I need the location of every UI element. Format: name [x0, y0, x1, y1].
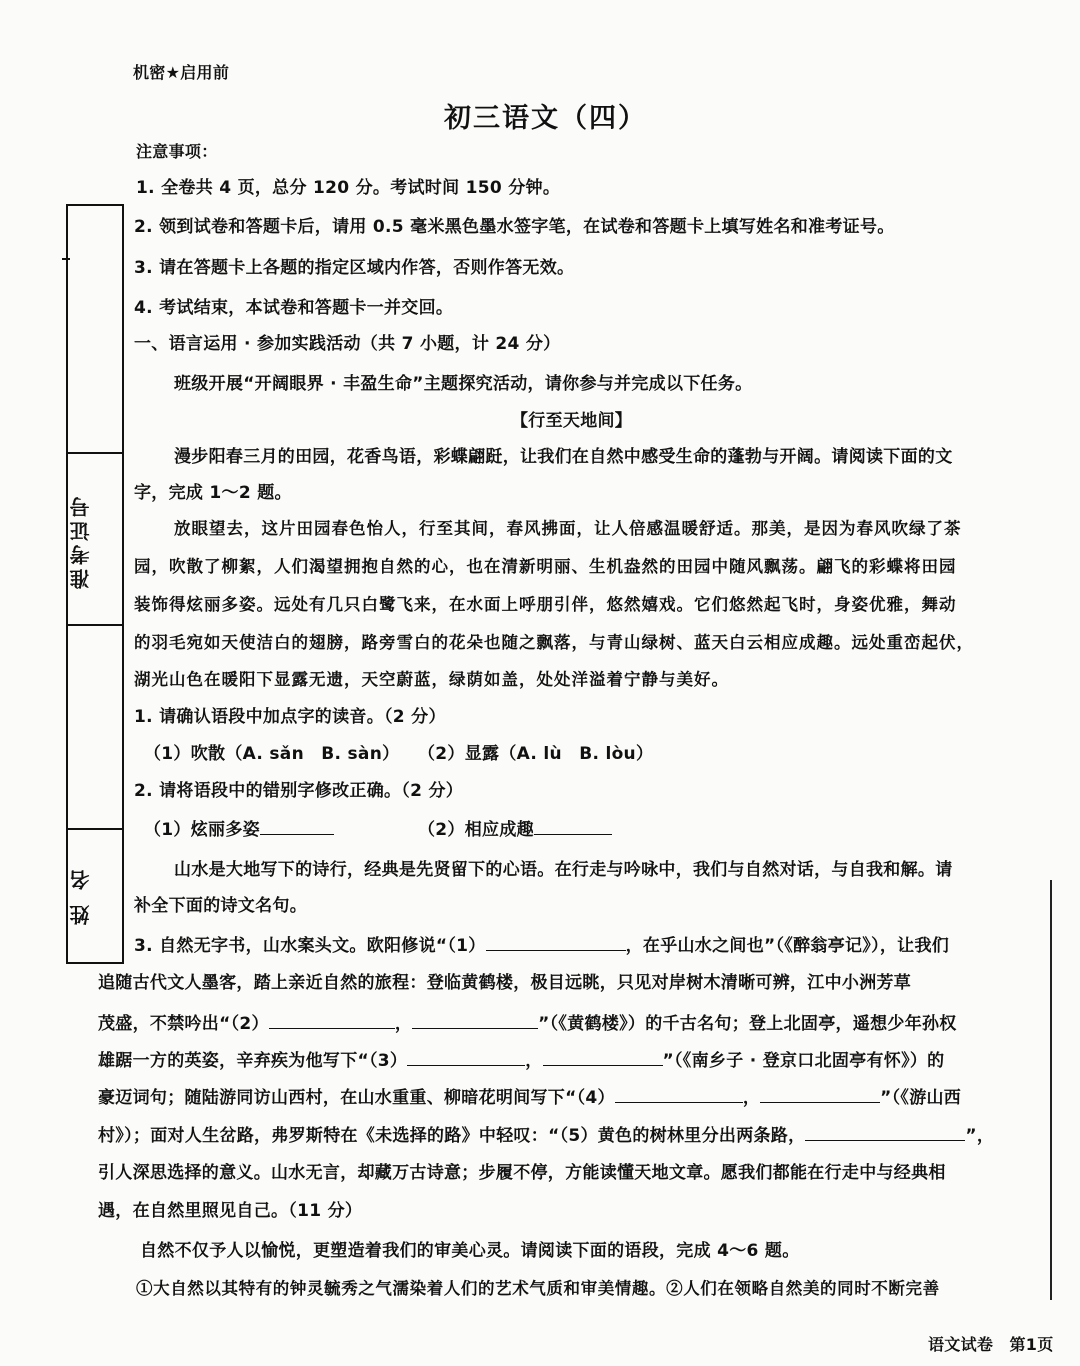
notice-heading: 注意事项：	[136, 142, 218, 161]
exam-number-label: 准考证号	[69, 493, 93, 589]
question-3-line: 引人深思选择的意义。山水无言，却藏万古诗意；步履不停，方能读懂天地文章。愿我们都能在行走中与经典相	[98, 1163, 946, 1183]
question-3-text: ，在乎山水之间也”（《醉翁亭记》），让我们	[625, 936, 950, 956]
paragraph-line: 漫步阳春三月的田园，花香鸟语，彩蝶翩跹，让我们在自然中感受生命的蓬勃与开阔。请阅读下面的文	[174, 447, 953, 467]
passage-line: 装饰得炫丽多姿。远处有几只白鹭飞来，在水面上呼朋引伴，悠然嬉戏。它们悠然起飞时，身姿优雅，舞动	[134, 595, 957, 614]
question-3-text: 村》）；面对人生岔路，弗罗斯特在《未选择的路》中轻叹：“（5）黄色的树林里分出两条路，	[98, 1126, 806, 1146]
page-number: 语文试卷 第1页	[928, 1335, 1054, 1354]
question-3-text: ”（《游山西	[880, 1088, 962, 1108]
question-3-line	[134, 934, 949, 957]
answer-blank[interactable]	[543, 1049, 663, 1066]
paragraph-line: 字，完成 1～2 题。	[134, 483, 292, 503]
question-3-line	[98, 1124, 994, 1147]
question-3-text: ，	[525, 1051, 543, 1071]
question-1: 1. 请确认语段中加点字的读音。（2 分）	[134, 707, 446, 727]
question-3-line	[98, 1012, 957, 1035]
question-2-option-text: （2）相应成趣	[418, 820, 534, 840]
question-3-text: ，	[742, 1088, 761, 1108]
binding-divider	[68, 452, 122, 454]
answer-blank[interactable]	[486, 934, 626, 951]
answer-blank[interactable]	[407, 1049, 525, 1066]
question-3-text: 豪迈词句；随陆游同访山西村，在山水重重、柳暗花明间写下“（4）	[98, 1088, 615, 1108]
page-edge-line	[1050, 880, 1052, 1300]
notice-item: 3. 请在答题卡上各题的指定区域内作答，否则作答无效。	[134, 258, 575, 278]
question-3-text: 3. 自然无字书，山水案头文。欧阳修说“（1）	[134, 936, 486, 956]
paragraph-line: 山水是大地写下的诗行，经典是先贤留下的心语。在行走与吟咏中，我们与自然对话，与自我和解。请	[174, 860, 953, 880]
passage-line: 放眼望去，这片田园春色怡人，行至其间，春风拂面，让人倍感温暖舒适。那美，是因为春风吹绿了茶	[174, 519, 962, 538]
question-2: 2. 请将语段中的错别字修改正确。（2 分）	[134, 781, 464, 801]
notice-item: 1. 全卷共 4 页，总分 120 分。考试时间 150 分钟。	[136, 178, 561, 198]
question-3-text: 茂盛，不禁吟出“（2）	[98, 1014, 269, 1034]
question-3-text: ，	[394, 1014, 413, 1034]
answer-blank[interactable]	[260, 818, 334, 835]
answer-blank[interactable]	[412, 1012, 538, 1029]
question-3-text: 雄踞一方的英姿，辛弃疾为他写下“（3）	[98, 1051, 408, 1071]
name-label: 姓 名	[69, 866, 93, 926]
passage-line: ①大自然以其特有的钟灵毓秀之气濡染着人们的艺术气质和审美情趣。②人们在领略自然美的同时不断完善	[136, 1279, 940, 1298]
section-intro: 班级开展“开阔眼界 · 丰盈生命”主题探究活动，请你参与并完成以下任务。	[174, 374, 753, 394]
passage-line: 园，吹散了柳絮，人们渴望拥抱自然的心，也在清新明丽、生机盎然的田园中随风飘荡。翩飞的彩蝶将田园	[134, 557, 957, 576]
question-3-text: ”（《黄鹤楼》）的千古名句；登上北固亭，遥想少年孙权	[538, 1014, 957, 1034]
question-1-option: （2）显露（A. lù B. lòu）	[418, 744, 654, 764]
binding-divider	[68, 828, 122, 830]
question-3-text: ”，	[965, 1126, 995, 1146]
notice-item: 4. 考试结束，本试卷和答题卡一并交回。	[134, 298, 454, 318]
passage-line: 的羽毛宛如天使洁白的翅膀，路旁雪白的花朵也随之飘落，与青山绿树、蓝天白云相应成趣。远处重峦起伏，	[134, 633, 974, 652]
question-3-line: 遇，在自然里照见自己。（11 分）	[98, 1201, 363, 1221]
question-3-line	[98, 1049, 944, 1072]
passage-line: 湖光山色在暖阳下显露无遗，天空蔚蓝，绿荫如盖，处处洋溢着宁静与美好。	[134, 670, 729, 689]
question-2-option	[418, 818, 612, 841]
answer-blank[interactable]	[805, 1124, 965, 1141]
binding-box	[66, 204, 124, 964]
question-3-line	[98, 1086, 961, 1109]
answer-blank[interactable]	[615, 1086, 743, 1103]
answer-blank[interactable]	[269, 1012, 395, 1029]
question-2-option-text: （1）炫丽多姿	[144, 820, 260, 840]
paragraph-line: 自然不仅予人以愉悦，更塑造着我们的审美心灵。请阅读下面的语段，完成 4～6 题。	[140, 1241, 800, 1261]
question-1-option: （1）吹散（A. sǎn B. sàn）	[144, 744, 400, 764]
binding-divider	[68, 624, 122, 626]
answer-blank[interactable]	[534, 818, 612, 835]
sub-heading: 【行至天地间】	[511, 411, 633, 431]
question-3-text: ”（《南乡子 · 登京口北固亭有怀》）的	[662, 1051, 945, 1071]
page-title: 初三语文（四）	[444, 103, 647, 134]
notice-item: 2. 领到试卷和答题卡后，请用 0.5 毫米黑色墨水签字笔，在试卷和答题卡上填写姓名和准考证号。	[134, 217, 895, 237]
paragraph-line: 补全下面的诗文名句。	[134, 896, 307, 916]
question-3-line: 追随古代文人墨客，踏上亲近自然的旅程：登临黄鹤楼，极目远眺，只见对岸树木清晰可辨，江中小洲芳草	[98, 973, 912, 993]
answer-blank[interactable]	[760, 1086, 880, 1103]
question-2-option	[144, 818, 334, 841]
section-heading: 一、语言运用 · 参加实践活动（共 7 小题，计 24 分）	[134, 334, 561, 354]
confidential-mark: 机密★启用前	[133, 63, 230, 82]
